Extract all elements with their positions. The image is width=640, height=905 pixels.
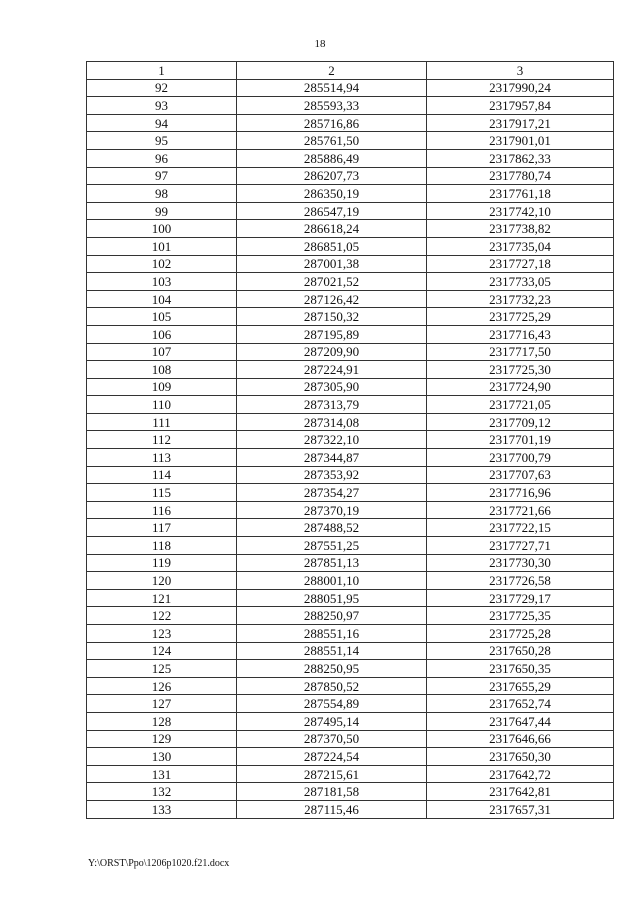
x-coordinate-cell: 287488,52: [237, 519, 427, 537]
y-coordinate-cell: 2317642,81: [427, 783, 614, 801]
y-coordinate-cell: 2317742,10: [427, 202, 614, 220]
x-coordinate-cell: 287195,89: [237, 325, 427, 343]
point-number-cell: 105: [87, 308, 237, 326]
y-coordinate-cell: 2317657,31: [427, 800, 614, 818]
y-coordinate-cell: 2317701,19: [427, 431, 614, 449]
point-number-cell: 133: [87, 800, 237, 818]
point-number-cell: 123: [87, 625, 237, 643]
x-coordinate-cell: 288551,14: [237, 642, 427, 660]
point-number-cell: 120: [87, 572, 237, 590]
x-coordinate-cell: 287305,90: [237, 378, 427, 396]
x-coordinate-cell: 288250,95: [237, 660, 427, 678]
x-coordinate-cell: 287370,50: [237, 730, 427, 748]
x-coordinate-cell: 287209,90: [237, 343, 427, 361]
point-number-cell: 93: [87, 97, 237, 115]
x-coordinate-cell: 285886,49: [237, 149, 427, 167]
x-coordinate-cell: 287021,52: [237, 273, 427, 291]
point-number-cell: 97: [87, 167, 237, 185]
table-row: [87, 255, 614, 273]
y-coordinate-cell: 2317717,50: [427, 343, 614, 361]
table-row: [87, 642, 614, 660]
x-coordinate-cell: 287150,32: [237, 308, 427, 326]
table-row: [87, 273, 614, 291]
y-coordinate-cell: 2317650,35: [427, 660, 614, 678]
table-row: [87, 783, 614, 801]
x-coordinate-cell: 287001,38: [237, 255, 427, 273]
y-coordinate-cell: 2317721,05: [427, 396, 614, 414]
point-number-cell: 96: [87, 149, 237, 167]
y-coordinate-cell: 2317761,18: [427, 185, 614, 203]
x-coordinate-cell: 285761,50: [237, 132, 427, 150]
y-coordinate-cell: 2317725,30: [427, 361, 614, 379]
y-coordinate-cell: 2317732,23: [427, 290, 614, 308]
y-coordinate-cell: 2317650,28: [427, 642, 614, 660]
x-coordinate-cell: 287215,61: [237, 765, 427, 783]
footer-file-path: Y:\ORST\Ppo\1206p1020.f21.docx: [88, 858, 230, 869]
point-number-cell: 130: [87, 748, 237, 766]
point-number-cell: 132: [87, 783, 237, 801]
y-coordinate-cell: 2317901,01: [427, 132, 614, 150]
table-row: [87, 149, 614, 167]
table-row: [87, 220, 614, 238]
y-coordinate-cell: 2317780,74: [427, 167, 614, 185]
point-number-cell: 121: [87, 589, 237, 607]
point-number-cell: 116: [87, 501, 237, 519]
y-coordinate-cell: 2317716,96: [427, 484, 614, 502]
x-coordinate-cell: 285514,94: [237, 79, 427, 97]
point-number-cell: 111: [87, 413, 237, 431]
x-coordinate-cell: 288051,95: [237, 589, 427, 607]
table-row: [87, 466, 614, 484]
y-coordinate-cell: 2317725,29: [427, 308, 614, 326]
point-number-cell: 109: [87, 378, 237, 396]
x-coordinate-cell: 286350,19: [237, 185, 427, 203]
x-coordinate-cell: 286851,05: [237, 237, 427, 255]
y-coordinate-cell: 2317716,43: [427, 325, 614, 343]
column-header-1: 1: [87, 62, 237, 80]
x-coordinate-cell: 288250,97: [237, 607, 427, 625]
table-row: [87, 695, 614, 713]
table-row: [87, 132, 614, 150]
table-row: [87, 748, 614, 766]
y-coordinate-cell: 2317917,21: [427, 114, 614, 132]
table-row: [87, 677, 614, 695]
y-coordinate-cell: 2317652,74: [427, 695, 614, 713]
point-number-cell: 114: [87, 466, 237, 484]
table-row: [87, 343, 614, 361]
table-row: [87, 396, 614, 414]
table-row: [87, 290, 614, 308]
point-number-cell: 118: [87, 537, 237, 555]
x-coordinate-cell: 287115,46: [237, 800, 427, 818]
point-number-cell: 110: [87, 396, 237, 414]
point-number-cell: 131: [87, 765, 237, 783]
y-coordinate-cell: 2317733,05: [427, 273, 614, 291]
table-row: [87, 308, 614, 326]
point-number-cell: 94: [87, 114, 237, 132]
table-row: [87, 800, 614, 818]
x-coordinate-cell: 287370,19: [237, 501, 427, 519]
table-row: [87, 167, 614, 185]
y-coordinate-cell: 2317724,90: [427, 378, 614, 396]
table-row: [87, 589, 614, 607]
x-coordinate-cell: 288001,10: [237, 572, 427, 590]
table-row: [87, 519, 614, 537]
y-coordinate-cell: 2317707,63: [427, 466, 614, 484]
x-coordinate-cell: 287322,10: [237, 431, 427, 449]
y-coordinate-cell: 2317862,33: [427, 149, 614, 167]
y-coordinate-cell: 2317721,66: [427, 501, 614, 519]
table-row: [87, 537, 614, 555]
table-body: [87, 79, 614, 818]
point-number-cell: 122: [87, 607, 237, 625]
point-number-cell: 101: [87, 237, 237, 255]
table-row: [87, 378, 614, 396]
table-row: [87, 765, 614, 783]
coordinates-table: [86, 61, 614, 819]
x-coordinate-cell: 287851,13: [237, 554, 427, 572]
y-coordinate-cell: 2317727,71: [427, 537, 614, 555]
x-coordinate-cell: 287344,87: [237, 449, 427, 467]
table-row: [87, 660, 614, 678]
x-coordinate-cell: 287551,25: [237, 537, 427, 555]
table-row: [87, 79, 614, 97]
point-number-cell: 103: [87, 273, 237, 291]
table-row: [87, 361, 614, 379]
y-coordinate-cell: 2317709,12: [427, 413, 614, 431]
x-coordinate-cell: 287314,08: [237, 413, 427, 431]
x-coordinate-cell: 287224,54: [237, 748, 427, 766]
x-coordinate-cell: 285716,86: [237, 114, 427, 132]
y-coordinate-cell: 2317646,66: [427, 730, 614, 748]
point-number-cell: 107: [87, 343, 237, 361]
point-number-cell: 115: [87, 484, 237, 502]
y-coordinate-cell: 2317735,04: [427, 237, 614, 255]
table-row: [87, 202, 614, 220]
table-row: [87, 185, 614, 203]
y-coordinate-cell: 2317730,30: [427, 554, 614, 572]
y-coordinate-cell: 2317738,82: [427, 220, 614, 238]
table-row: [87, 484, 614, 502]
y-coordinate-cell: 2317957,84: [427, 97, 614, 115]
y-coordinate-cell: 2317725,35: [427, 607, 614, 625]
point-number-cell: 95: [87, 132, 237, 150]
column-header-2: 2: [237, 62, 427, 80]
point-number-cell: 108: [87, 361, 237, 379]
point-number-cell: 119: [87, 554, 237, 572]
x-coordinate-cell: 287224,91: [237, 361, 427, 379]
y-coordinate-cell: 2317647,44: [427, 712, 614, 730]
table-row: [87, 413, 614, 431]
y-coordinate-cell: 2317725,28: [427, 625, 614, 643]
table-row: [87, 712, 614, 730]
point-number-cell: 104: [87, 290, 237, 308]
table-row: [87, 730, 614, 748]
table-row: [87, 431, 614, 449]
point-number-cell: 102: [87, 255, 237, 273]
table-header-row: [87, 62, 614, 80]
point-number-cell: 92: [87, 79, 237, 97]
y-coordinate-cell: 2317729,17: [427, 589, 614, 607]
table-row: [87, 237, 614, 255]
point-number-cell: 117: [87, 519, 237, 537]
x-coordinate-cell: 286618,24: [237, 220, 427, 238]
table-row: [87, 625, 614, 643]
x-coordinate-cell: 287554,89: [237, 695, 427, 713]
x-coordinate-cell: 287126,42: [237, 290, 427, 308]
x-coordinate-cell: 288551,16: [237, 625, 427, 643]
point-number-cell: 128: [87, 712, 237, 730]
point-number-cell: 125: [87, 660, 237, 678]
x-coordinate-cell: 287495,14: [237, 712, 427, 730]
y-coordinate-cell: 2317726,58: [427, 572, 614, 590]
point-number-cell: 127: [87, 695, 237, 713]
page-number: 18: [314, 38, 326, 50]
table-row: [87, 607, 614, 625]
y-coordinate-cell: 2317700,79: [427, 449, 614, 467]
point-number-cell: 98: [87, 185, 237, 203]
point-number-cell: 100: [87, 220, 237, 238]
table-row: [87, 501, 614, 519]
x-coordinate-cell: 285593,33: [237, 97, 427, 115]
y-coordinate-cell: 2317727,18: [427, 255, 614, 273]
point-number-cell: 112: [87, 431, 237, 449]
x-coordinate-cell: 287354,27: [237, 484, 427, 502]
y-coordinate-cell: 2317990,24: [427, 79, 614, 97]
x-coordinate-cell: 286207,73: [237, 167, 427, 185]
point-number-cell: 113: [87, 449, 237, 467]
point-number-cell: 126: [87, 677, 237, 695]
table-row: [87, 325, 614, 343]
x-coordinate-cell: 287353,92: [237, 466, 427, 484]
table-row: [87, 97, 614, 115]
point-number-cell: 106: [87, 325, 237, 343]
point-number-cell: 99: [87, 202, 237, 220]
x-coordinate-cell: 286547,19: [237, 202, 427, 220]
y-coordinate-cell: 2317642,72: [427, 765, 614, 783]
table-row: [87, 449, 614, 467]
table-row: [87, 572, 614, 590]
y-coordinate-cell: 2317655,29: [427, 677, 614, 695]
x-coordinate-cell: 287181,58: [237, 783, 427, 801]
table-row: [87, 554, 614, 572]
y-coordinate-cell: 2317650,30: [427, 748, 614, 766]
x-coordinate-cell: 287313,79: [237, 396, 427, 414]
y-coordinate-cell: 2317722,15: [427, 519, 614, 537]
x-coordinate-cell: 287850,52: [237, 677, 427, 695]
column-header-3: 3: [427, 62, 614, 80]
point-number-cell: 124: [87, 642, 237, 660]
table-row: [87, 114, 614, 132]
point-number-cell: 129: [87, 730, 237, 748]
